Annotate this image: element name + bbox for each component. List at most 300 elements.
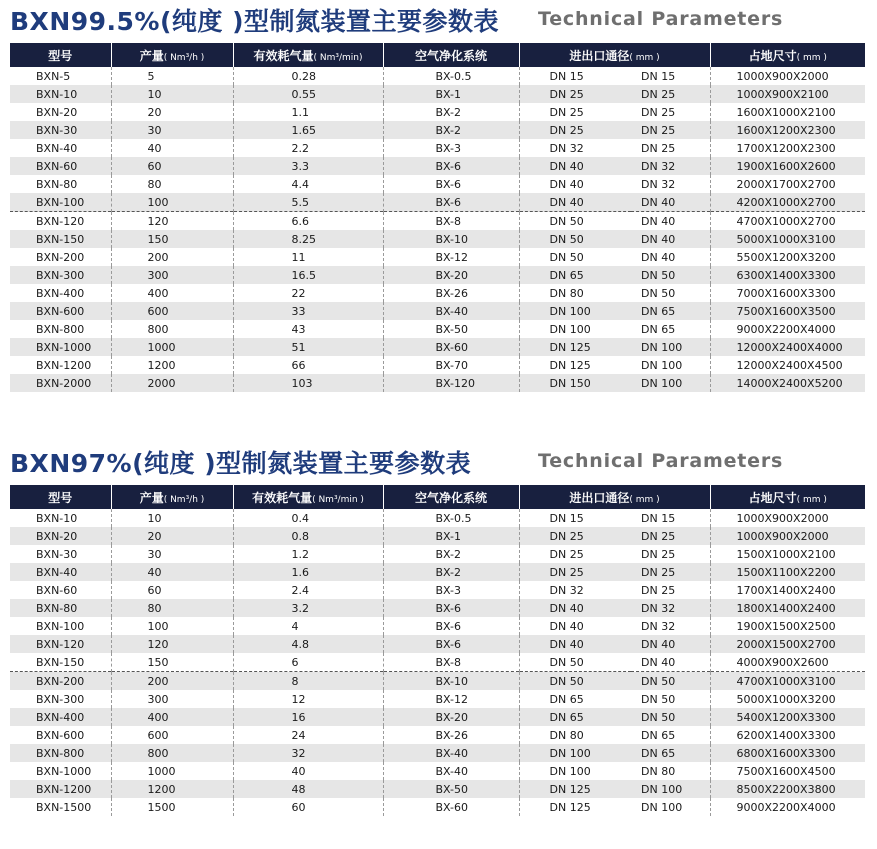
cell-inlet: DN 40 [519,157,631,175]
header-consumption: 有效耗气量( Nm³/min) [233,43,383,67]
table-row [10,527,865,545]
table-row [10,708,865,726]
cell-size: 7500X1600X3500 [710,302,865,320]
cell-consumption: 0.55 [233,85,383,103]
cell-air-system: BX-40 [383,744,519,762]
cell-air-system: BX-1 [383,527,519,545]
cell-outlet: DN 40 [631,635,710,653]
cell-size: 12000X2400X4500 [710,356,865,374]
cell-inlet: DN 150 [519,374,631,392]
table-row [10,509,865,527]
cell-air-system: BX-6 [383,193,519,212]
cell-size: 1900X1500X2500 [710,617,865,635]
cell-size: 12000X2400X4000 [710,338,865,356]
table-row [10,175,865,193]
cell-outlet: DN 15 [641,69,676,83]
cell-consumption: 0.4 [233,509,383,527]
table-row [10,744,865,762]
cell-consumption: 8 [233,672,383,691]
cell-air-system: BX-3 [383,139,519,157]
table-row [10,617,865,635]
table-row [10,248,865,266]
cell-model: BXN-60 [10,157,111,175]
cell-capacity: 40 [111,563,233,581]
cell-model: BXN-20 [10,527,111,545]
cell-size: 6300X1400X3300 [710,266,865,284]
cell-consumption: 16 [233,708,383,726]
cell-inlet: DN 50 [519,248,631,266]
cell-air-system: BX-0.5 [383,509,519,527]
cell-model: BXN-10 [10,85,111,103]
cell-model: BXN-60 [36,583,78,597]
cell-consumption: 103 [233,374,383,392]
cell-outlet: DN 100 [631,338,710,356]
cell-inlet: DN 40 [519,599,631,617]
cell-model: BXN-120 [10,635,111,653]
cell-air-system: BX-3 [383,581,519,599]
cell-air-system: BX-40 [383,302,519,320]
cell-consumption: 2.4 [233,581,383,599]
cell-outlet: DN 65 [631,302,710,320]
cell-capacity: 20 [111,527,233,545]
cell-capacity: 150 [111,653,233,672]
table-row [10,284,865,302]
cell-air-system: BX-10 [383,230,519,248]
cell-inlet: DN 32 [519,139,631,157]
cell-air-system: BX-20 [383,708,519,726]
cell-consumption: 11 [233,248,383,266]
cell-inlet: DN 100 [519,302,631,320]
cell-air-system: BX-12 [383,690,519,708]
cell-inlet: DN 50 [519,230,631,248]
table-body [10,67,865,392]
cell-air-system: BX-120 [383,374,519,392]
cell-model: BXN-800 [36,322,85,336]
cell-capacity: 800 [111,320,233,338]
cell-outlet: DN 25 [641,141,676,155]
cell-size: 5000X1000X3200 [710,690,865,708]
table-row [10,67,865,85]
cell-capacity: 30 [111,121,233,139]
cell-inlet: DN 80 [519,726,631,744]
cell-consumption: 12 [233,690,383,708]
cell-consumption: 6.6 [233,212,383,231]
header-air-system: 空气净化系统 [383,43,519,67]
cell-air-system: BX-6 [383,599,519,617]
header-consumption: 有效耗气量( Nm³/min ) [233,485,383,509]
cell-inlet: DN 25 [519,85,631,103]
cell-model: BXN-120 [10,212,111,231]
cell-consumption: 1.65 [233,121,383,139]
cell-size: 7000X1600X3300 [710,284,865,302]
cell-air-system: BX-2 [383,103,519,121]
cell-model: BXN-40 [10,563,111,581]
cell-outlet: DN 40 [631,230,710,248]
cell-inlet: DN 25 [519,563,631,581]
cell-model: BXN-600 [10,302,111,320]
cell-inlet: DN 100 [519,744,631,762]
cell-size: 1000X900X2000 [710,67,865,85]
cell-inlet: DN 125 [519,338,631,356]
cell-air-system: BX-12 [383,248,519,266]
cell-model: BXN-100 [36,619,85,633]
cell-air-system: BX-26 [383,284,519,302]
cell-outlet: DN 25 [631,85,710,103]
cell-size: 6200X1400X3300 [710,726,865,744]
cell-outlet: DN 25 [631,527,710,545]
cell-air-system: BX-2 [383,545,519,563]
cell-model: BXN-200 [10,672,111,691]
cell-inlet: DN 40 [519,175,631,193]
cell-inlet: DN 40 [519,635,631,653]
cell-consumption: 43 [233,320,383,338]
cell-capacity: 1200 [111,780,233,798]
cell-capacity: 1500 [111,798,233,816]
cell-consumption: 4.8 [233,635,383,653]
cell-capacity: 80 [111,599,233,617]
header-air-system: 空气净化系统 [383,485,519,509]
cell-capacity: 120 [111,635,233,653]
cell-size: 1900X1600X2600 [710,157,865,175]
cell-outlet: DN 40 [631,212,710,231]
cell-capacity: 150 [111,230,233,248]
cell-model: BXN-1000 [10,338,111,356]
cell-outlet: DN 50 [631,672,710,691]
cell-air-system: BX-2 [383,563,519,581]
cell-consumption: 4.4 [233,175,383,193]
cell-air-system: BX-10 [383,672,519,691]
table-row [10,374,865,392]
cell-consumption: 48 [233,780,383,798]
cell-air-system: BX-40 [383,762,519,780]
cell-inlet: DN 125 [519,356,631,374]
cell-model: BXN-300 [36,692,85,706]
cell-size: 4200X1000X2700 [710,193,865,212]
cell-size: 5400X1200X3300 [710,708,865,726]
cell-capacity: 200 [111,248,233,266]
cell-capacity: 2000 [111,374,233,392]
table-row [10,599,865,617]
table-row [10,320,865,338]
table-header-row [10,485,865,509]
table-row [10,780,865,798]
cell-air-system: BX-6 [383,617,519,635]
cell-outlet: DN 65 [641,322,676,336]
cell-size: 7500X1600X4500 [710,762,865,780]
cell-size: 1000X900X2000 [710,509,865,527]
cell-model: BXN-5 [36,69,71,83]
cell-capacity: 60 [111,581,233,599]
cell-size: 9000X2200X4000 [710,320,865,338]
cell-inlet: DN 25 [519,121,631,139]
cell-outlet: DN 100 [641,358,683,372]
cell-outlet: DN 32 [631,157,710,175]
cell-model: BXN-1200 [36,358,92,372]
cell-inlet: DN 125 [519,798,631,816]
cell-capacity: 1000 [111,338,233,356]
cell-inlet: DN 100 [519,320,631,338]
cell-size: 1600X1200X2300 [710,121,865,139]
cell-capacity: 300 [111,690,233,708]
table-row [10,672,865,691]
cell-outlet: DN 50 [641,692,676,706]
cell-capacity: 10 [111,85,233,103]
table-row [10,139,865,157]
header-size: 占地尺寸( mm ) [710,485,865,509]
cell-inlet: DN 80 [519,284,631,302]
cell-consumption: 0.28 [233,67,383,85]
cell-capacity: 20 [111,103,233,121]
table-row [10,212,865,231]
table-row [10,85,865,103]
cell-size: 5500X1200X3200 [710,248,865,266]
cell-consumption: 1.2 [233,545,383,563]
table-header-row [10,43,865,67]
cell-air-system: BX-8 [383,653,519,672]
cell-air-system: BX-60 [383,798,519,816]
cell-capacity: 1000 [111,762,233,780]
cell-inlet: DN 32 [519,581,631,599]
cell-size: 14000X2400X5200 [710,374,865,392]
parameters-table [10,485,865,816]
cell-size: 9000X2200X4000 [710,798,865,816]
cell-air-system: BX-6 [383,157,519,175]
table-row [10,193,865,212]
cell-capacity: 40 [111,139,233,157]
cell-outlet: DN 50 [641,286,676,300]
table-row [10,581,865,599]
cell-consumption: 51 [233,338,383,356]
cell-inlet: DN 25 [519,527,631,545]
cell-capacity: 80 [111,175,233,193]
cell-model: BXN-1200 [10,780,111,798]
header-size: 占地尺寸( mm ) [710,43,865,67]
cell-air-system: BX-2 [383,121,519,139]
cell-size: 1600X1000X2100 [710,103,865,121]
cell-consumption: 60 [233,798,383,816]
cell-outlet: DN 25 [631,563,710,581]
cell-outlet: DN 50 [631,708,710,726]
cell-consumption: 0.8 [233,527,383,545]
table-row [10,338,865,356]
table-row [10,762,865,780]
cell-model: BXN-20 [36,105,78,119]
cell-size: 1000X900X2100 [710,85,865,103]
table-row [10,653,865,672]
table-row [10,266,865,284]
cell-capacity: 60 [111,157,233,175]
cell-air-system: BX-50 [383,780,519,798]
cell-model: BXN-1000 [36,764,92,778]
cell-air-system: BX-0.5 [383,67,519,85]
cell-model: BXN-300 [10,266,111,284]
cell-size: 1500X1000X2100 [710,545,865,563]
cell-model: BXN-40 [36,141,78,155]
cell-model: BXN-150 [10,230,111,248]
cell-consumption: 1.1 [233,103,383,121]
cell-inlet: DN 50 [519,672,631,691]
cell-air-system: BX-1 [383,85,519,103]
table-row [10,103,865,121]
table-row [10,545,865,563]
cell-consumption: 3.3 [233,157,383,175]
cell-consumption: 6 [233,653,383,672]
cell-inlet: DN 15 [519,509,631,527]
section-heading [0,442,877,480]
cell-capacity: 1200 [111,356,233,374]
cell-air-system: BX-26 [383,726,519,744]
cell-model: BXN-80 [10,599,111,617]
cell-outlet: DN 40 [641,655,676,669]
cell-inlet: DN 50 [519,653,631,672]
cell-air-system: BX-6 [383,635,519,653]
cell-capacity: 100 [111,617,233,635]
cell-outlet: DN 25 [641,583,676,597]
cell-model: BXN-30 [36,547,78,561]
cell-capacity: 5 [111,67,233,85]
cell-size: 1000X900X2000 [710,527,865,545]
cell-inlet: DN 65 [519,690,631,708]
cell-model: BXN-30 [10,121,111,139]
cell-size: 2000X1500X2700 [710,635,865,653]
table-row [10,157,865,175]
table-section-99-5 [0,0,877,390]
section-title-cn: BXN97%(纯度 )型制氮装置主要参数表 [10,449,472,478]
cell-inlet: DN 25 [519,545,631,563]
cell-model: BXN-150 [36,655,85,669]
cell-outlet: DN 80 [641,764,676,778]
cell-consumption: 22 [233,284,383,302]
cell-capacity: 30 [111,545,233,563]
cell-capacity: 400 [111,284,233,302]
cell-consumption: 3.2 [233,599,383,617]
header-capacity: 产量( Nm³/h ) [111,43,233,67]
header-model: 型号 [10,485,111,509]
cell-consumption: 2.2 [233,139,383,157]
cell-consumption: 66 [233,356,383,374]
parameters-table [10,43,865,392]
cell-outlet: DN 100 [641,800,683,814]
cell-capacity: 120 [111,212,233,231]
cell-consumption: 1.6 [233,563,383,581]
table-row [10,635,865,653]
cell-consumption: 33 [233,302,383,320]
cell-inlet: DN 100 [519,762,631,780]
cell-outlet: DN 32 [641,177,676,191]
table-row [10,798,865,816]
table-row [10,563,865,581]
cell-outlet: DN 40 [641,250,676,264]
cell-consumption: 8.25 [233,230,383,248]
cell-air-system: BX-70 [383,356,519,374]
cell-capacity: 300 [111,266,233,284]
cell-inlet: DN 65 [519,708,631,726]
cell-outlet: DN 32 [631,599,710,617]
cell-capacity: 600 [111,302,233,320]
cell-model: BXN-1500 [36,800,92,814]
cell-outlet: DN 65 [641,728,676,742]
header-capacity: 产量( Nm³/h ) [111,485,233,509]
cell-size: 1500X1100X2200 [710,563,865,581]
header-ports: 进出口通径( mm ) [519,485,710,509]
cell-consumption: 4 [233,617,383,635]
cell-inlet: DN 40 [519,617,631,635]
cell-model: BXN-600 [36,728,85,742]
cell-consumption: 32 [233,744,383,762]
section-heading [0,0,877,38]
cell-model: BXN-200 [36,250,85,264]
cell-capacity: 10 [111,509,233,527]
cell-model: BXN-10 [36,511,78,525]
cell-capacity: 800 [111,744,233,762]
cell-size: 1700X1200X2300 [710,139,865,157]
cell-size: 1800X1400X2400 [710,599,865,617]
cell-outlet: DN 50 [631,266,710,284]
table-row [10,302,865,320]
cell-model: BXN-2000 [10,374,111,392]
cell-consumption: 24 [233,726,383,744]
cell-outlet: DN 25 [631,121,710,139]
header-model: 型号 [10,43,111,67]
cell-outlet: DN 100 [631,374,710,392]
cell-capacity: 200 [111,672,233,691]
table-row [10,726,865,744]
cell-consumption: 40 [233,762,383,780]
table-section-97 [0,442,877,814]
cell-size: 4000X900X2600 [710,653,865,672]
section-title-en: Technical Parameters [538,450,784,472]
cell-air-system: BX-8 [383,212,519,231]
cell-outlet: DN 32 [641,619,676,633]
cell-model: BXN-100 [10,193,111,212]
cell-inlet: DN 50 [519,212,631,231]
cell-consumption: 16.5 [233,266,383,284]
cell-model: BXN-400 [36,286,85,300]
cell-size: 2000X1700X2700 [710,175,865,193]
table-row [10,121,865,139]
cell-outlet: DN 25 [641,547,676,561]
cell-air-system: BX-6 [383,175,519,193]
cell-size: 4700X1000X3100 [710,672,865,691]
cell-size: 1700X1400X2400 [710,581,865,599]
cell-size: 8500X2200X3800 [710,780,865,798]
cell-inlet: DN 125 [519,780,631,798]
cell-outlet: DN 40 [631,193,710,212]
table-row [10,690,865,708]
cell-outlet: DN 25 [641,105,676,119]
table-row [10,356,865,374]
cell-capacity: 600 [111,726,233,744]
header-ports: 进出口通径( mm ) [519,43,710,67]
cell-air-system: BX-20 [383,266,519,284]
cell-size: 5000X1000X3100 [710,230,865,248]
cell-capacity: 400 [111,708,233,726]
section-title-cn: BXN99.5%(纯度 )型制氮装置主要参数表 [10,7,500,36]
cell-consumption: 5.5 [233,193,383,212]
cell-inlet: DN 40 [519,193,631,212]
cell-air-system: BX-50 [383,320,519,338]
cell-capacity: 100 [111,193,233,212]
cell-inlet: DN 25 [519,103,631,121]
section-title-en: Technical Parameters [538,8,784,30]
cell-air-system: BX-60 [383,338,519,356]
cell-outlet: DN 65 [631,744,710,762]
cell-size: 6800X1600X3300 [710,744,865,762]
cell-outlet: DN 15 [641,511,676,525]
cell-model: BXN-800 [10,744,111,762]
cell-model: BXN-400 [10,708,111,726]
cell-size: 4700X1000X2700 [710,212,865,231]
